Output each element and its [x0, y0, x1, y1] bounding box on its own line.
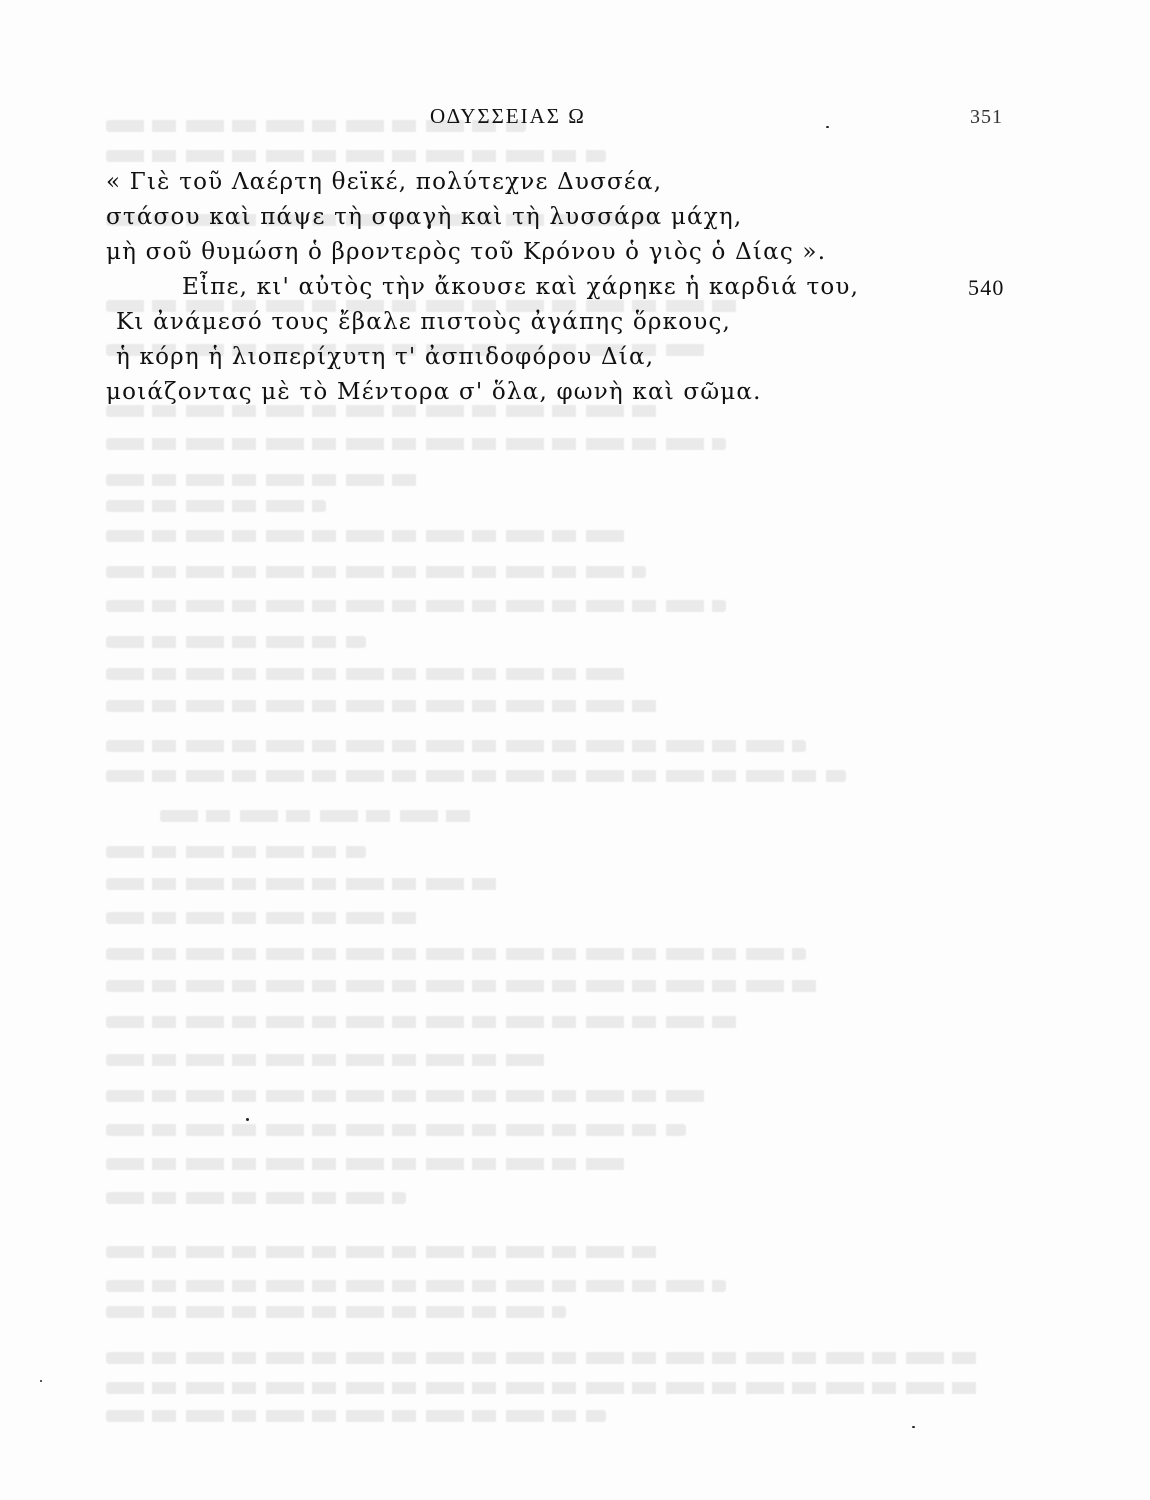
verse-line	[106, 305, 1046, 340]
verse-text: στάσου καὶ πάψε τὴ σφαγὴ καὶ τὴ λυσσάρα μάχη,	[106, 204, 743, 230]
verse-text: μὴ σοῦ θυμώση ὁ βροντερὸς τοῦ Κρόνου ὁ γιὸς ὁ Δίας ».	[106, 239, 827, 265]
bleed-row	[106, 740, 806, 752]
bleed-row	[106, 770, 846, 782]
bleed-row	[106, 846, 366, 858]
verse-text: « Γιὲ τοῦ Λαέρτη θεϊκέ, πολύτεχνε Δυσσέα,	[106, 169, 663, 195]
verse-line	[106, 165, 1046, 200]
verse-text: Κι ἀνάμεσό τους ἔβαλε πιστοὺς ἀγάπης ὅρκους,	[116, 309, 732, 335]
bleed-row	[106, 500, 326, 512]
verse-line	[106, 340, 1046, 375]
bleed-row	[106, 1158, 626, 1170]
bleed-row	[106, 1280, 726, 1292]
bleed-row	[106, 1016, 746, 1028]
verse-line	[106, 235, 1046, 270]
bleed-row	[106, 636, 366, 648]
bleed-row	[106, 150, 606, 162]
bleed-row	[106, 1124, 686, 1136]
bleed-row	[106, 1382, 986, 1394]
verse-text: μοιάζοντας μὲ τὸ Μέντορα σ' ὅλα, φωνὴ καὶ σῶμα.	[106, 379, 762, 405]
bleed-row	[106, 1246, 666, 1258]
bleed-row	[106, 668, 626, 680]
bleed-row	[106, 980, 826, 992]
bleed-row	[106, 530, 626, 542]
bleed-row	[106, 600, 726, 612]
verse-line	[106, 375, 1046, 410]
paper-speck	[826, 126, 829, 128]
bleed-row	[106, 948, 806, 960]
running-head	[0, 104, 1150, 134]
bleed-row	[106, 700, 666, 712]
bleed-row	[106, 1192, 406, 1204]
page-number: 351	[970, 106, 1003, 128]
bleed-row	[106, 1410, 606, 1422]
bleed-row	[106, 1054, 546, 1066]
bleed-row	[106, 878, 506, 890]
bleed-row	[106, 566, 646, 578]
paper-speck	[912, 1426, 915, 1428]
bleed-row	[106, 438, 726, 450]
poem-block	[106, 165, 1046, 410]
bleed-row	[106, 1352, 986, 1364]
bleed-row	[160, 810, 480, 822]
verse-text: Εἶπε, κι' αὐτὸς τὴν ἄκουσε καὶ χάρηκε ἡ καρδιά του,	[182, 274, 860, 300]
running-title: ΟΔΥΣΣΕΙΑΣ Ω	[430, 104, 586, 128]
line-number: 540	[968, 275, 1005, 300]
bleed-row	[106, 1306, 566, 1318]
paper-speck	[246, 1118, 249, 1121]
verse-line	[106, 270, 1046, 305]
bleed-row	[106, 912, 426, 924]
verse-text: ἡ κόρη ἡ λιοπερίχυτη τ' ἀσπιδοφόρου Δία,	[116, 344, 655, 370]
bleed-row	[106, 1090, 706, 1102]
paper-speck	[40, 1380, 42, 1382]
bleed-row	[106, 474, 426, 486]
verse-line	[106, 200, 1046, 235]
